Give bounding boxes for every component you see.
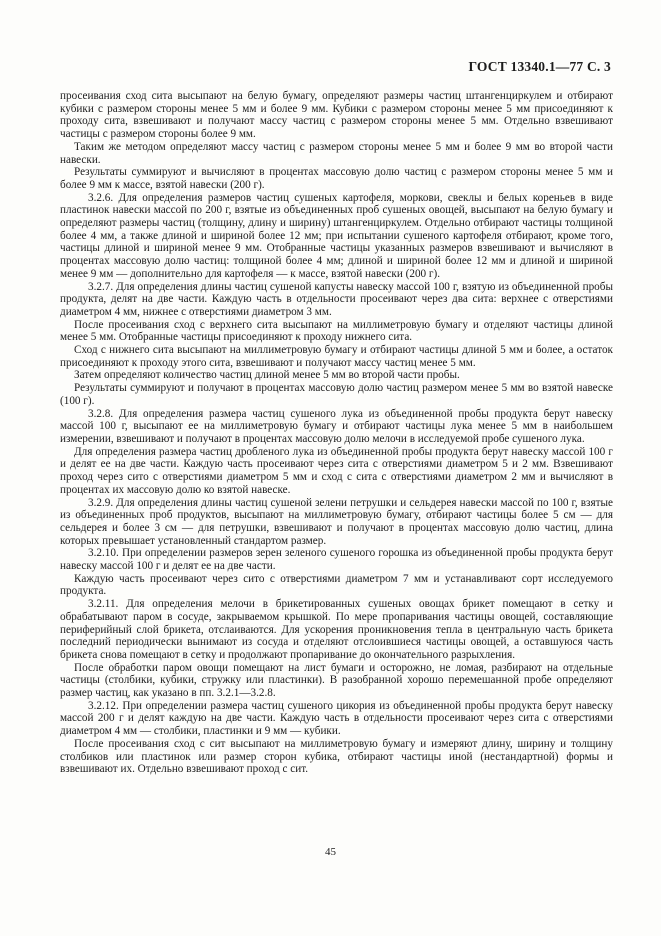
paragraph: Каждую часть просеивают через сито с отверстиями диаметром 7 мм и устанавливают сорт исследуемого продукта.: [60, 572, 613, 598]
paragraph: После просеивания сход с верхнего сита высыпают на миллиметровую бумагу и отделяют частицы длиной менее 5 мм. Отобранные частицы присоединяют к проходу нижнего сита.: [60, 318, 613, 344]
page-number: 45: [325, 846, 336, 858]
paragraph: 3.2.11. Для определения мелочи в брикетированных сушеных овощах брикет помещают в сетку и обрабатывают паром в сосуде, закрываемом крышкой. По мере пропаривания частицы овощей, составляющие периферийный слой брикета, отслаиваются. Для ускорения проникновения тепла в центральную часть брикета последний периодически вынимают из сосуда и отделяют отслоившиеся частицы овощей, а оставшуюся часть брикета снова помещают в сетку и продолжают пропаривание до окончательного разрыхления.: [60, 598, 613, 661]
page-header: ГОСТ 13340.1—77 С. 3: [468, 59, 611, 74]
document-body: [60, 90, 613, 776]
paragraph: После обработки паром овощи помещают на лист бумаги и осторожно, не ломая, разбирают на отдельные частицы (столбики, кубики, стружку или пластинки). В разобранной хорошо перемешанной пробе определяют размер частиц, как указано в пп. 3.2.1—3.2.8.: [60, 661, 613, 700]
paragraph: 3.2.8. Для определения размера частиц сушеного лука из объединенной пробы продукта берут навеску массой 100 г, высыпают ее на миллиметровую бумагу и отбирают частицы лука менее 5 мм в наибольшем измерении, взвешивают и получают в процентах массовую долю мелочи в исследуемой пробе сушеного лука.: [60, 407, 613, 445]
paragraph: Результаты суммируют и вычисляют в процентах массовую долю частиц с размером стороны менее 5 мм и более 9 мм к массе, взятой навески (200 г).: [60, 166, 613, 191]
paragraph: После просеивания сход с сит высыпают на миллиметровую бумагу и измеряют длину, ширину и толщину столбиков или пластинок или размер сторон кубика, отбирают частицы иной (нестандартной) формы и взвешивают их. Отдельно взвешивают проход с сит.: [60, 737, 613, 776]
paragraph: Затем определяют количество частиц длиной менее 5 мм во второй части пробы.: [74, 369, 460, 382]
paragraph: Сход с нижнего сита высыпают на миллиметровую бумагу и отбирают частицы длиной 5 мм и более, а остаток присоединяют к проходу этого сита, взвешивают и получают массу частиц менее 5 мм.: [60, 344, 613, 369]
paragraph: 3.2.12. При определении размера частиц сушеного цикория из объединенной пробы продукта берут навеску массой 200 г и делят каждую на две части. Каждую часть в отдельности просеивают через сита с отверстиями диаметром 4 мм — столбики, пластинки и 9 мм — кубики.: [60, 699, 613, 738]
paragraph: 3.2.10. При определении размеров зерен зеленого сушеного горошка из объединенной пробы продукта берут навеску массой 100 г и делят ее на две части.: [60, 547, 613, 573]
paragraph: 3.2.7. Для определения длины частиц сушеной капусты навеску массой 100 г, взятую из объединенной пробы продукта, делят на две части. Каждую часть в отдельности просеивают через два сита: верхнее с отверстиями диаметром 4 мм, нижнее с отверстиями диаметром 3 мм.: [60, 280, 613, 318]
paragraph: просеивания сход сита высыпают на белую бумагу, определяют размеры частиц штангенциркулем и отбирают кубики с размером стороны менее 5 мм и более 9 мм. Кубики с размером стороны менее 5 мм присоединяют к проходу сита, взвешивают и получают массу частиц с размером стороны менее 5 мм. Отдельно взвешивают частицы с размером стороны более 9 мм.: [60, 90, 613, 141]
paragraph: Таким же методом определяют массу частиц с размером стороны менее 5 мм и более 9 мм во второй части навески.: [60, 140, 613, 166]
paragraph: 3.2.9. Для определения длины частиц сушеной зелени петрушки и сельдерея навески массой по 100 г, взятые из объединенных проб продуктов, высыпают на миллиметровую бумагу, отбирают частицы более 5 см — для сельдерея и более 3 см — для петрушки, взвешивают и получают в процентах массовую долю частиц, длина которых превышает установленный стандартом размер.: [60, 496, 613, 547]
paragraph: 3.2.6. Для определения размеров частиц сушеных картофеля, моркови, свеклы и белых кореньев в виде пластинок навески массой по 200 г, взятые из объединенных проб сушеных овощей, высыпают на белую бумагу и определяют размеры частиц (толщину, длину и ширину) штангенциркулем. Отдельно отбирают частицы толщиной более 4 мм, а также длиной и шириной более 12 мм; при испытании сушеного картофеля отбирают, кроме того, частицы длиной и шириной менее 9 мм. Отобранные частицы указанных размеров взвешивают и вычисляют в процентах массовую долю частиц: толщиной более 4 мм; длиной и шириной более 12 мм и длиной и шириной менее 9 мм — дополнительно для картофеля — к массе, взятой навески (200 г).: [60, 191, 613, 280]
paragraph: Для определения размера частиц дробленого лука из объединенной пробы продукта берут навеску массой 100 г и делят ее на две части. Каждую часть просеивают через сита с отверстиями диаметром 5 и 2 мм. Взвешивают проход через сито с отверстиями диаметром 5 мм и сход с сита с отверстиями диаметром 2 мм и вычисляют в процентах их массовую долю ко взятой навеске.: [60, 445, 613, 496]
paragraph: Результаты суммируют и получают в процентах массовую долю частиц размером менее 5 мм во взятой навеске (100 г).: [60, 382, 613, 407]
